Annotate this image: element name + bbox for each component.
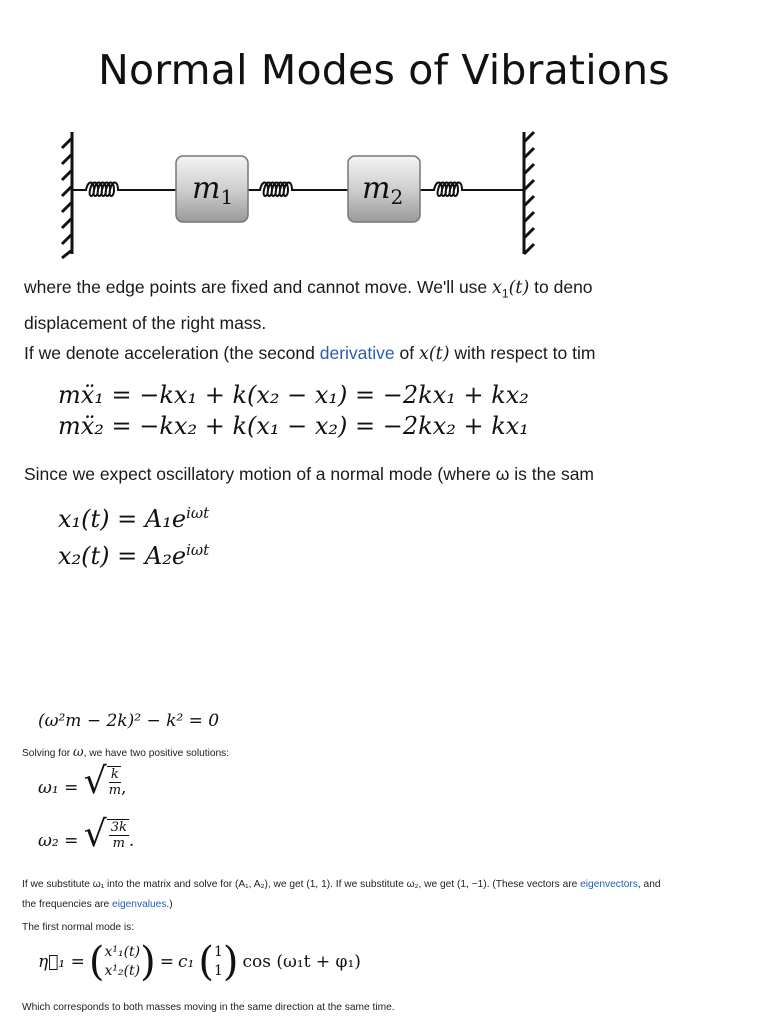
solving-text: Solving for ω, we have two positive solutions: (22, 745, 230, 760)
substitution-text: If we substitute ω₁ into the matrix and solve for (A₁, A₂), we get (1, 1). If we substitute ω₂, we get (1, −1). (These vectors are eigenvectors, and (22, 879, 661, 890)
equation-motion-1: mẍ₁ = −kx₁ + k(x₂ − x₁) = −2kx₁ + kx₂ (58, 381, 529, 409)
paragraph-acceleration: If we denote acceleration (the second derivative of x(t) with respect to tim (24, 343, 596, 364)
equation-motion-2: mẍ₂ = −kx₂ + k(x₁ − x₂) = −2kx₂ + kx₁ (58, 412, 529, 440)
first-normal-mode-equation: η⃗₁ = ( x¹₁(t) x¹₂(t) ) = c₁ ( 1 1 ) cos (ω₁t + φ₁) (38, 939, 361, 985)
solution-x1: $x_1(t) = A_1e^{i\omega t}$ (58, 504, 210, 533)
left-wall (62, 132, 72, 258)
paragraph-fixed-edges: where the edge points are fixed and cannot move. We'll use $x_1(t)$ to deno displacement of the right mass. (24, 277, 593, 333)
eigenvectors-link[interactable]: eigenvectors (580, 879, 638, 890)
page-title: Normal Modes of Vibrations (98, 46, 670, 94)
first-mode-text: The first normal mode is: (22, 922, 135, 933)
solution-x2: $x_2(t) = A_2e^{i\omega t}$ (58, 541, 210, 570)
characteristic-equation: (ω²m − 2k)² − k² = 0 (38, 711, 220, 731)
spring-right (420, 183, 524, 197)
derivative-link[interactable]: derivative (319, 343, 395, 363)
eigenvalues-link[interactable]: eigenvalues (112, 899, 167, 910)
trial-solutions (58, 498, 209, 572)
mass-1-label: $m_1$ (192, 171, 234, 209)
spring-middle (248, 183, 348, 197)
spring-mass-diagram (50, 124, 550, 260)
omega-1-solution: ω₁ = √ $\frac{k}{m}$ , (38, 761, 127, 802)
mass-2-label: $m_2$ (362, 171, 404, 209)
right-wall (524, 132, 534, 254)
paragraph-oscillatory: Since we expect oscillatory motion of a normal mode (where ω is the sam (24, 464, 595, 484)
substitution-text-line2: the frequencies are eigenvalues.) (22, 899, 173, 910)
omega-2-solution: ω₂ = √ $\frac{3k}{m}$ . (38, 814, 135, 855)
spring-left (72, 183, 176, 197)
equations-of-motion (58, 380, 529, 442)
final-text: Which corresponds to both masses moving in the same direction at the same time. (22, 1002, 395, 1013)
